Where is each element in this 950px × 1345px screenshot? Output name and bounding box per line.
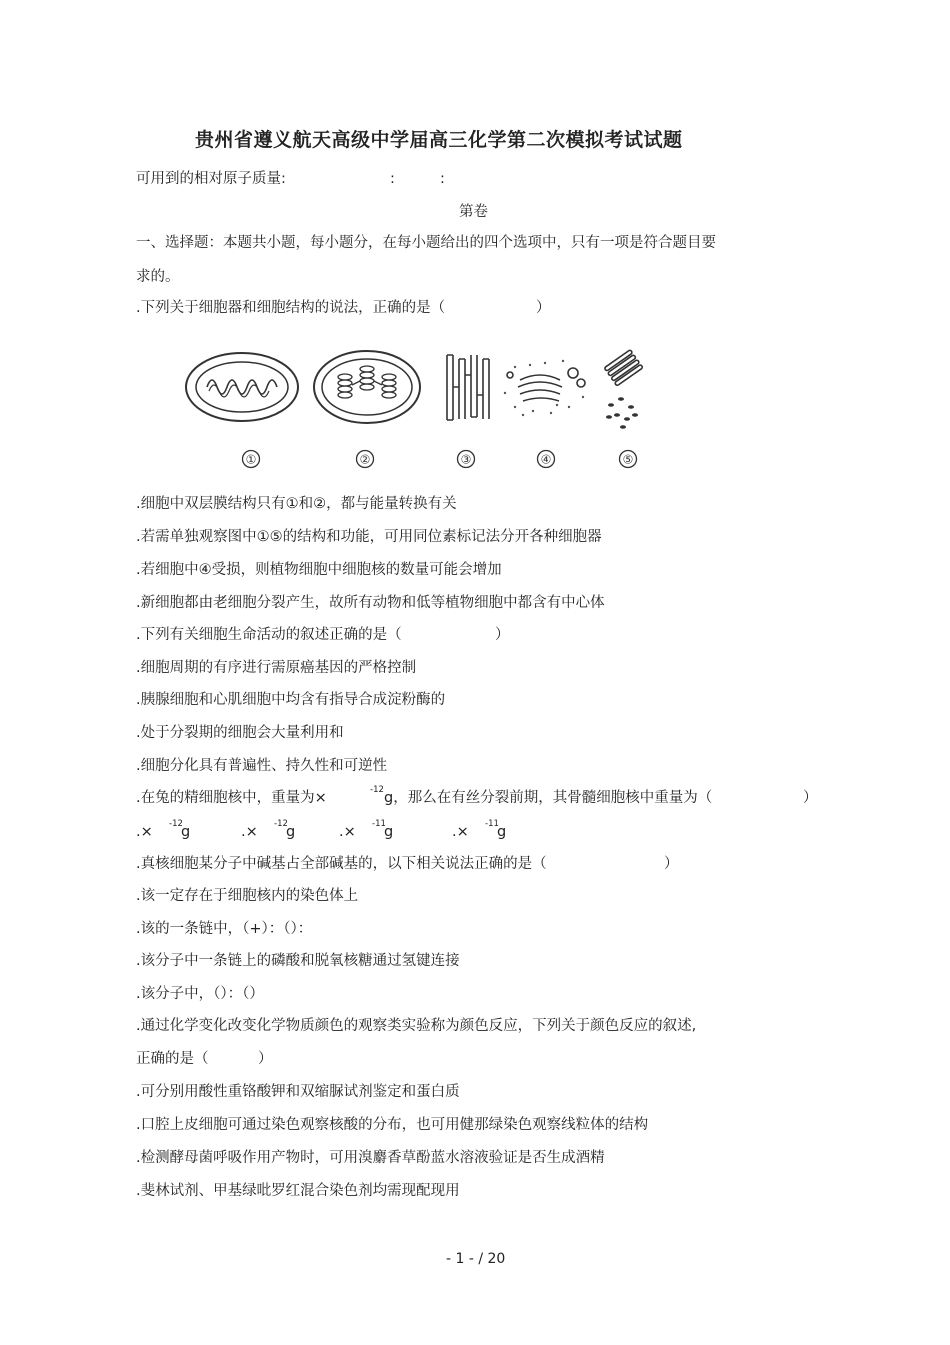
q1-close-paren: ）: [536, 300, 551, 316]
q3-option-c-unit: g: [384, 824, 394, 840]
q3-stem-part2: g，那么在有丝分裂前期，其骨髓细胞核中重量为（: [384, 790, 713, 806]
chloroplast-diagram: [314, 351, 420, 423]
q4-stem: .真核细胞某分子中碱基占全部碱基的，以下相关说法正确的是（: [136, 856, 547, 872]
label-circle-4: [536, 449, 556, 469]
q2-close-paren: ）: [495, 627, 510, 643]
figure-label-3: ③: [460, 452, 472, 467]
q3-option-a-exponent: -12: [169, 819, 183, 829]
q3-option-a-unit: g: [181, 824, 191, 840]
figure-label-2: ②: [359, 452, 371, 467]
q2-option-b: .胰腺细胞和心肌细胞中均含有指导合成淀粉酶的: [136, 692, 446, 708]
page-number: - 1 - / 20: [446, 1251, 506, 1267]
golgi-apparatus-diagram: [504, 360, 585, 416]
figure-label-1: ①: [245, 452, 257, 467]
mitochondrion-diagram: [186, 353, 298, 421]
q5-option-c: .检测酵母菌呼吸作用产物时，可用溴麝香草酚蓝水溶液验证是否生成酒精: [136, 1150, 605, 1166]
q5-option-b: .口腔上皮细胞可通过染色观察核酸的分布，也可用健那绿染色观察线粒体的结构: [136, 1117, 649, 1133]
atomic-mass-colon: :: [440, 171, 445, 187]
q5-option-a: .可分别用酸性重铬酸钾和双缩脲试剂鉴定和蛋白质: [136, 1084, 460, 1100]
q4-option-c: .该分子中一条链上的磷酸和脱氧核糖通过氢键连接: [136, 953, 460, 969]
q5-close-paren: ）: [258, 1051, 273, 1067]
page-title: 贵州省遵义航天高级中学届高三化学第二次模拟考试试题: [195, 129, 683, 151]
q3-option-b-pre: .×: [241, 824, 258, 840]
q1-option-b: .若需单独观察图中①⑤的结构和功能，可用同位素标记法分开各种细胞器: [136, 529, 602, 545]
q4-option-d: .该分子中，（）：（）: [136, 986, 264, 1002]
label-circle-3: [456, 449, 476, 469]
q3-option-a-pre: .×: [136, 824, 153, 840]
q3-option-c-exponent: -11: [372, 819, 386, 829]
section-heading-line1: 一、选择题：本题共小题，每小题分，在每小题给出的四个选项中，只有一项是符合题目要: [136, 235, 716, 251]
q5-stem-line1: .通过化学变化改变化学物质颜色的观察类实验称为颜色反应，下列关于颜色反应的叙述,: [136, 1018, 697, 1034]
label-circle-2: [355, 449, 375, 469]
q1-option-a: .细胞中双层膜结构只有①和②，都与能量转换有关: [136, 496, 457, 512]
q3-close-paren: ）: [803, 790, 818, 806]
endoplasmic-reticulum-diagram: [447, 355, 489, 420]
q3-option-d-exponent: -11: [485, 819, 499, 829]
q5-option-d: .斐林试剂、甲基绿吡罗红混合染色剂均需现配现用: [136, 1183, 460, 1199]
q4-close-paren: ）: [664, 856, 679, 872]
figure-label-5: ⑤: [622, 452, 634, 467]
q3-option-d-unit: g: [497, 824, 507, 840]
centriole-diagram: [604, 350, 643, 429]
q3-option-c-pre: .×: [339, 824, 356, 840]
label-circle-1: [241, 449, 261, 469]
section-heading-line2: 求的。: [136, 269, 180, 285]
q1-option-d: .新细胞都由老细胞分裂产生，故所有动物和低等植物细胞中都含有中心体: [136, 595, 605, 611]
q2-option-c: .处于分裂期的细胞会大量利用和: [136, 725, 344, 741]
q2-option-a: .细胞周期的有序进行需原癌基因的严格控制: [136, 660, 417, 676]
q4-option-a: .该一定存在于细胞核内的染色体上: [136, 888, 359, 904]
q3-option-d-pre: .×: [452, 824, 469, 840]
atomic-mass-line: 可用到的相对原子质量:: [136, 171, 286, 187]
q4-option-b: .该的一条链中，（+）：（）：: [136, 921, 313, 937]
q1-stem: .下列关于细胞器和细胞结构的说法，正确的是（: [136, 300, 446, 316]
volume-heading: 第卷: [459, 204, 488, 220]
figure-label-4: ④: [540, 452, 552, 467]
q1-option-c: .若细胞中④受损，则植物细胞中细胞核的数量可能会增加: [136, 562, 502, 578]
q2-option-d: .细胞分化具有普遍性、持久性和可逆性: [136, 758, 388, 774]
q2-stem: .下列有关细胞生命活动的叙述正确的是（: [136, 627, 402, 643]
q3-stem-part1: .在兔的精细胞核中，重量为×: [136, 790, 327, 806]
q3-stem-exponent: -12: [370, 785, 384, 795]
atomic-mass-colon: :: [390, 171, 395, 187]
q3-option-b-exponent: -12: [274, 819, 288, 829]
q5-stem-line2: 正确的是（: [136, 1051, 209, 1067]
q3-option-b-unit: g: [286, 824, 296, 840]
label-circle-5: [618, 449, 638, 469]
